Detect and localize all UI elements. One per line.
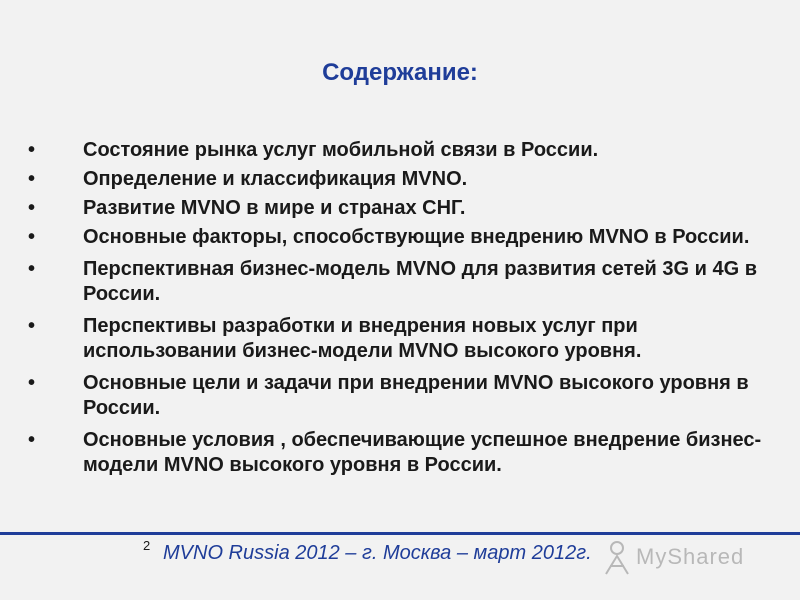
list-item-text: Определение и классификация MVNO.: [83, 168, 468, 190]
list-item-text: Перспективная бизнес-модель MVNO для развития сетей 3G и 4G в России.: [83, 258, 758, 305]
contents-list: [28, 138, 768, 482]
list-item: [28, 314, 768, 364]
list-item-text: Основные цели и задачи при внедрении MVNO высокого уровня в России.: [83, 372, 749, 419]
list-item-text: Состояние рынка услуг мобильной связи в России.: [83, 139, 599, 161]
bullet-icon: •: [28, 315, 36, 337]
bullet-icon: •: [28, 372, 36, 394]
page-number: 2: [143, 538, 151, 553]
list-item-text: Перспективы разработки и внедрения новых услуг при использовании бизнес-модели MVNO высокого уровня.: [83, 315, 642, 362]
watermark-text: MyShared: [636, 544, 745, 569]
bullet-icon: •: [28, 197, 36, 219]
bullet-icon: •: [28, 168, 36, 190]
footer-divider: [0, 532, 800, 535]
list-item: [28, 138, 768, 163]
watermark: [600, 536, 780, 576]
watermark-icon: [600, 536, 634, 576]
list-item: [28, 428, 768, 478]
bullet-icon: •: [28, 429, 36, 451]
footer-text: MVNO Russia 2012 – г. Москва – март 2012г.: [163, 542, 592, 564]
bullet-icon: •: [28, 258, 36, 280]
list-item: [28, 257, 768, 307]
bullet-icon: •: [28, 139, 36, 161]
list-item: [28, 225, 768, 250]
list-item-text: Основные факторы, способствующие внедрению MVNO в России.: [83, 226, 750, 248]
list-item: [28, 167, 768, 192]
list-item: [28, 371, 768, 421]
list-item-text: Основные условия , обеспечивающие успешное внедрение бизнес-модели MVNO высокого уровня в России.: [83, 429, 762, 476]
list-item-text: Развитие MVNO в мире и странах СНГ.: [83, 197, 466, 219]
list-item: [28, 196, 768, 221]
bullet-icon: •: [28, 226, 36, 248]
slide-title: Содержание:: [322, 59, 478, 86]
